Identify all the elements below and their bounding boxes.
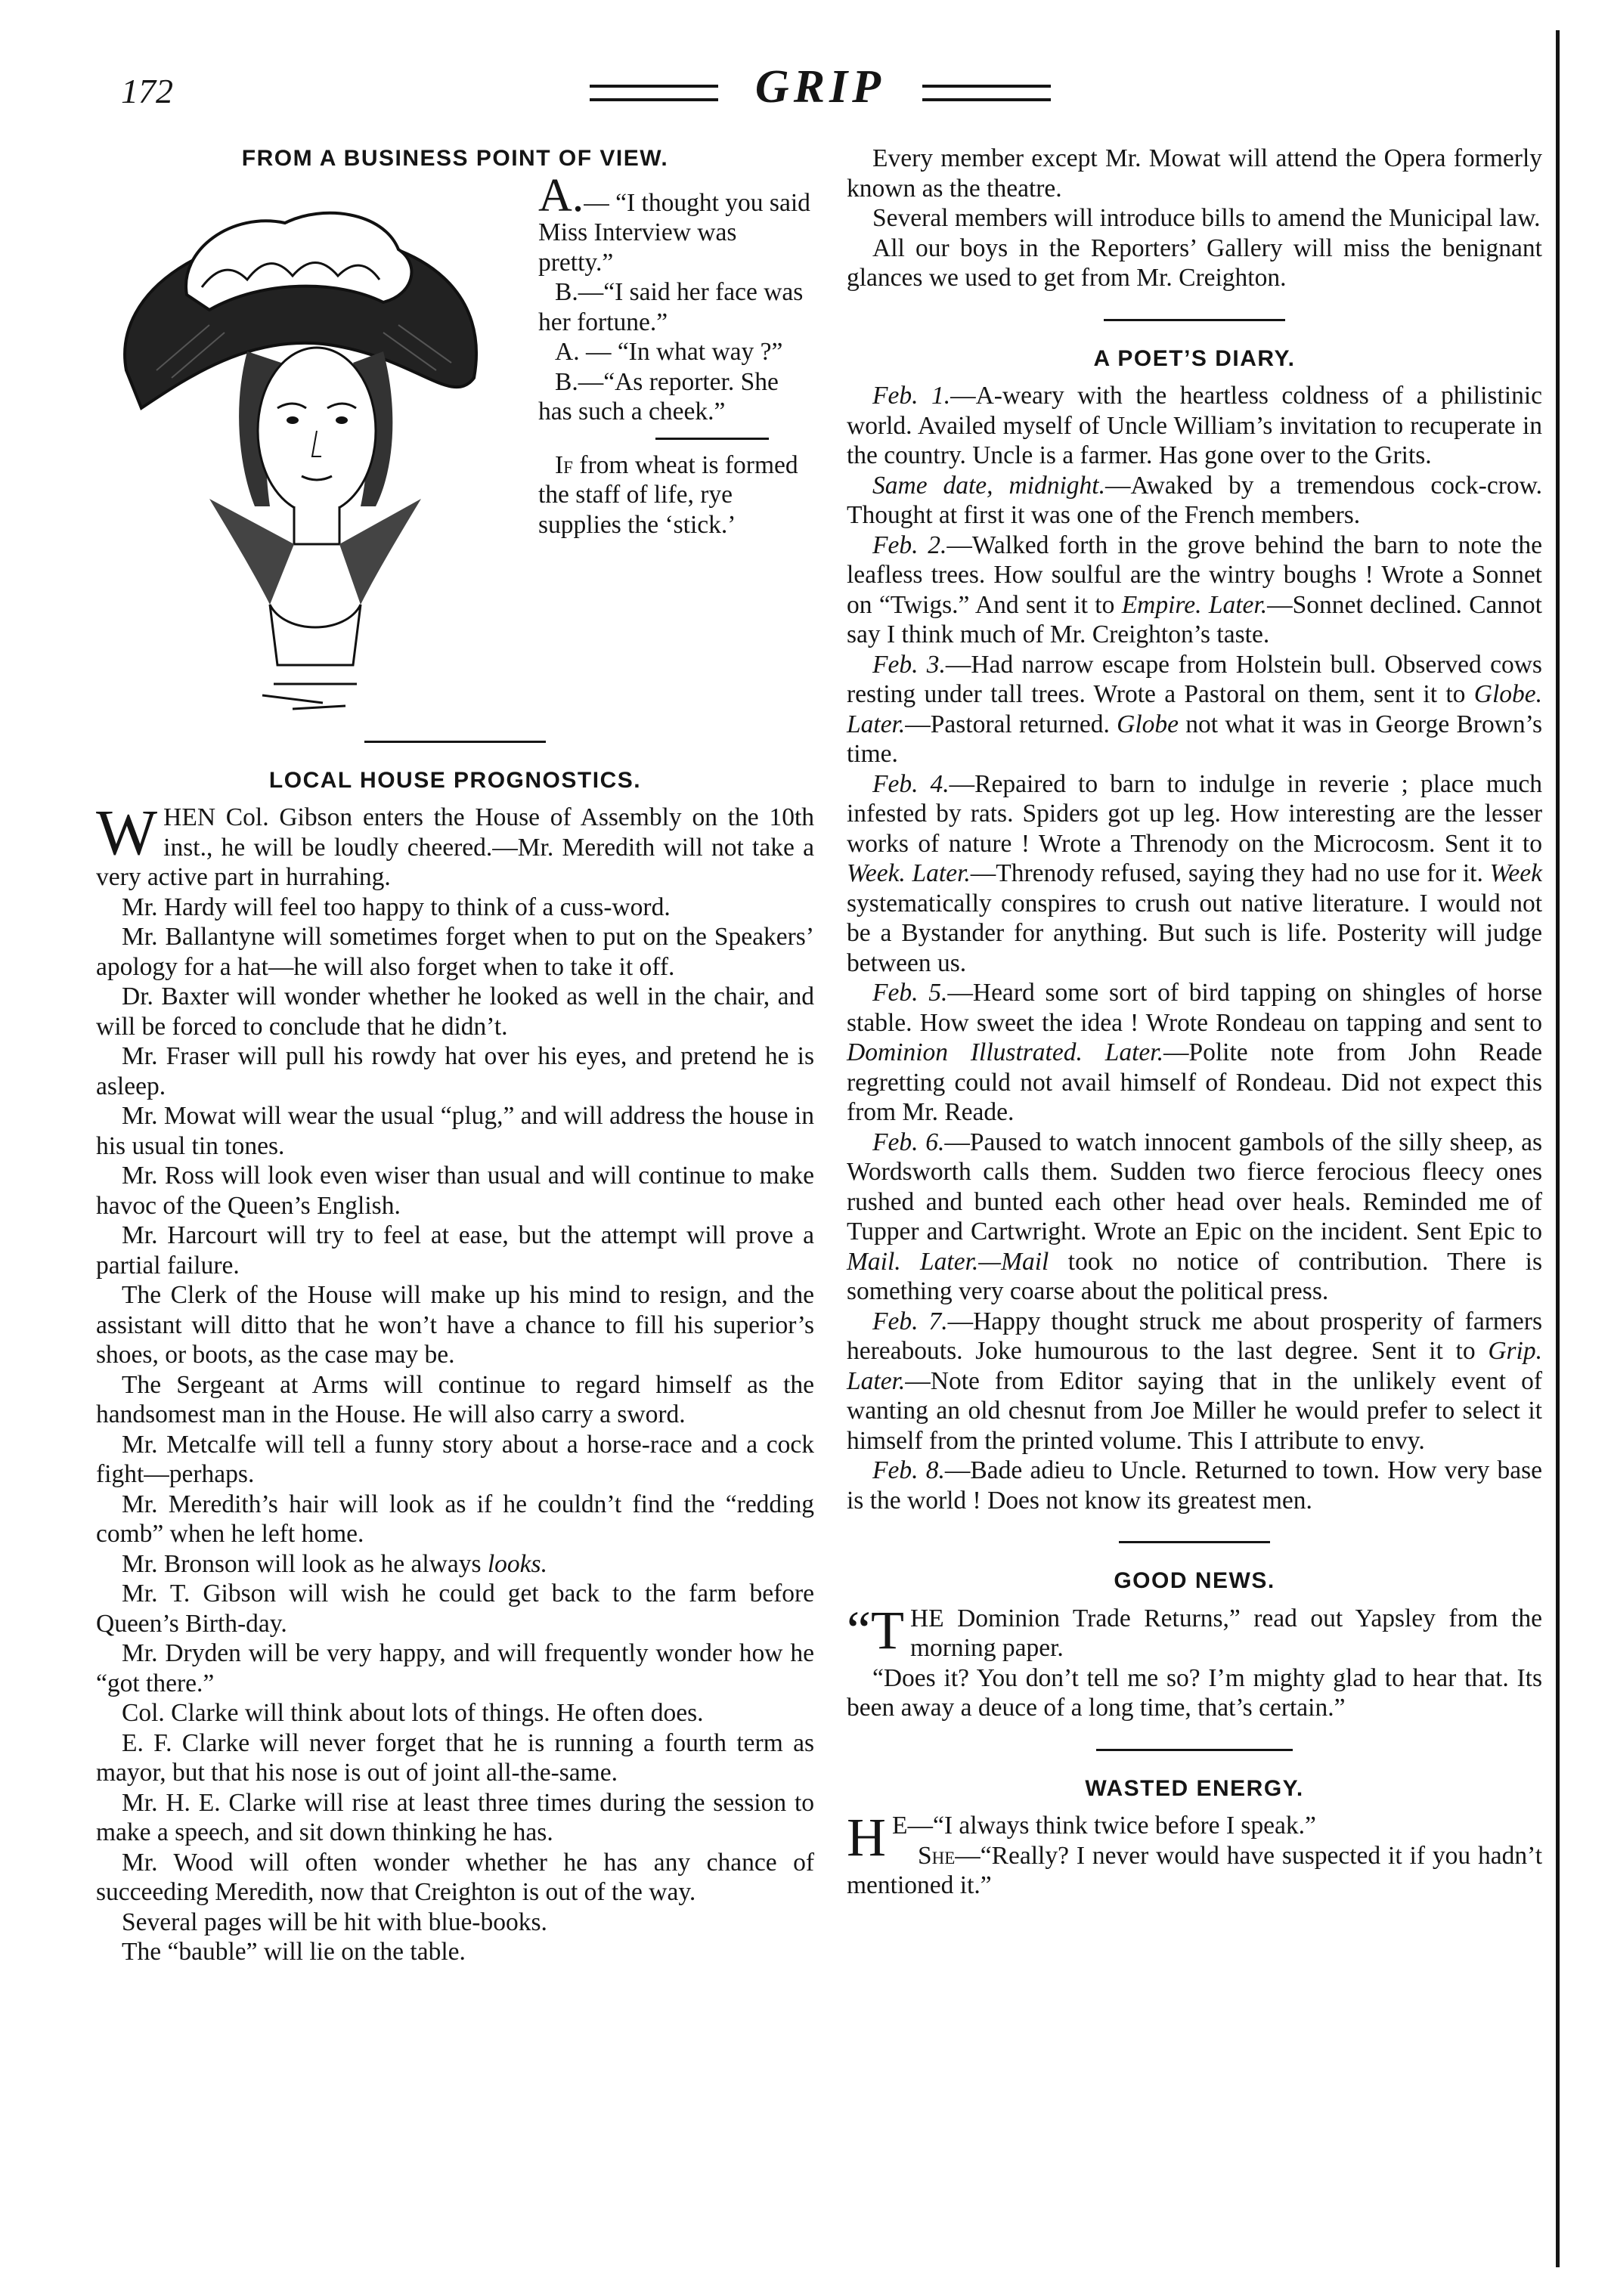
diary-text: —Pastoral returned. — [905, 710, 1117, 738]
woman-in-hat-illustration — [96, 181, 519, 710]
prognostic-item: The Clerk of the House will make up his mind to resign, and the assistant will ditto that he won’t have a chance to fill his superior’s shoes, or boots, as the case may be. — [96, 1281, 814, 1369]
page-number: 172 — [121, 72, 173, 110]
prognostic-item: The Sergeant at Arms will continue to regard himself as the handsomest man in the House. He will also carry a sword. — [96, 1370, 814, 1428]
dialog-a-initial: A. — [538, 169, 584, 221]
drop-cap-w: W — [96, 796, 158, 868]
masthead-rule-right — [922, 85, 1051, 101]
diary-date: Same date, midnight. — [872, 471, 1105, 500]
separator — [1096, 1749, 1293, 1751]
diary-entry — [847, 1456, 1542, 1515]
diary-entry — [847, 769, 1542, 979]
diary-entry — [847, 978, 1542, 1128]
diary-date: Feb. 7. — [872, 1307, 948, 1335]
diary-italic: Globe. Later. — [847, 680, 1542, 738]
opera-paragraph: Several members will introduce bills to amend the Municipal law. — [872, 204, 1541, 232]
drop-cap-h: H — [847, 1807, 886, 1867]
masthead-title: GRIP — [754, 61, 886, 113]
separator — [1104, 319, 1285, 321]
diary-date: Feb. 4. — [872, 769, 950, 798]
prognostic-item: Mr. T. Gibson will wish he could get back to the farm before Queen’s Birth-day. — [96, 1580, 814, 1638]
prognostic-item: Mr. Dryden will be very happy, and will frequently wonder how he “got there.” — [96, 1639, 814, 1697]
opera-paragraph: All our boys in the Reporters’ Gallery will miss the benignant glances we used to get from Mr. Creighton. — [847, 234, 1542, 292]
diary-date: Feb. 3. — [872, 650, 946, 679]
dialog-b-line2: B.—“As reporter. She has such a cheek.” — [538, 367, 779, 425]
diary-text: —Happy thought struck me about prosperity of farmers hereabouts. Joke humourous to the last degree. Sent it to — [847, 1307, 1542, 1365]
prognostic-item: The “bauble” will lie on the table. — [122, 1938, 466, 1966]
prognostic-item: Mr. Fraser will pull his rowdy hat over his eyes, and pretend he is asleep. — [96, 1042, 814, 1100]
wheat-joke-first: If — [555, 450, 573, 479]
diary-entry — [847, 650, 1542, 769]
diary-text: systematically conspires to crush out native literature. I would not be a Bystander for anything. But such is life. Posterity will judge between us. — [847, 889, 1542, 977]
diary-date: Feb. 5. — [872, 979, 948, 1007]
business-heading: FROM A BUSINESS POINT OF VIEW. — [241, 146, 669, 171]
prognostic-item: Several pages will be hit with blue-books. — [122, 1908, 547, 1936]
business-section — [96, 169, 814, 710]
prognostics-heading: LOCAL HOUSE PROGNOSTICS. — [268, 767, 642, 793]
diary-text: took no notice of contribution. There is something very coarse about the political press. — [847, 1247, 1542, 1305]
separator — [1119, 1541, 1270, 1543]
diary-text: —Walked forth in the grove behind the barn to note the leafless trees. How soulful are the wintry boughs ! Wrote a Sonnet on “Twigs.” And sent it to — [847, 531, 1542, 619]
prognostic-item: Col. Clarke will think about lots of things. He often does. — [122, 1699, 704, 1727]
diary-text: —Threnody refused, saying they had no use for it. — [970, 859, 1490, 887]
dialog-a-line1: — “I thought you said Miss Interview was pretty.” — [538, 188, 810, 277]
diary-text: —Repaired to barn to indulge in reverie ; place much infested by rats. Spiders got up leg. How interesting are the lesser works of nature ! Wrote a Threnody on the Microcosm. Sent it to — [847, 769, 1543, 858]
diary-heading: A POET’S DIARY. — [1093, 345, 1296, 371]
business-dialog — [538, 169, 814, 540]
prognostic-item: Mr. Ross will look even wiser than usual and will continue to make havoc of the Queen’s English. — [96, 1162, 814, 1220]
good-news-heading: GOOD NEWS. — [1114, 1568, 1275, 1593]
diary-entry — [847, 381, 1542, 471]
wheat-joke-text: from wheat is formed the staff of life, rye supplies the ‘stick.’ — [538, 450, 798, 539]
diary-date: Feb. 6. — [872, 1128, 945, 1156]
prognostic-item: Mr. Mowat will wear the usual “plug,” and will address the house in his usual tin tones. — [96, 1102, 814, 1160]
prognostic-item: Mr. Ballantyne will sometimes forget when to put on the Speakers’ apology for a hat—he will also forget when to take it off. — [96, 923, 814, 981]
diary-entry — [847, 471, 1542, 531]
prognostic-item: E. F. Clarke will never forget that he is running a fourth term as mayor, but that his nose is out of joint all-the-same. — [96, 1728, 814, 1787]
diary-italic: Dominion Illustrated. Later. — [847, 1038, 1163, 1066]
diary-entry — [847, 531, 1542, 650]
right-column — [847, 144, 1542, 1901]
masthead — [575, 60, 1066, 121]
diary-date: Feb. 8. — [872, 1456, 945, 1484]
left-column — [96, 144, 814, 1967]
diary-text: —A-weary with the heartless coldness of a philistinic world. Availed myself of Uncle William’s invitation to recuperate in the country. Uncle is a farmer. Has gone over to the Grits. — [847, 382, 1542, 469]
prognostic-item: Mr. Meredith’s hair will look as if he couldn’t find the “redding comb” when he left home. — [96, 1490, 814, 1548]
diary-text: —Note from Editor saying that in the unlikely event of wanting an old chesnut from Joe Miller he would prefer to select it himself from the printed volume. This I attribute to envy. — [847, 1366, 1542, 1455]
diary-text: —Paused to watch innocent gambols of the silly sheep, as Wordsworth calls them. Sudden two fierce ferocious fleecy ones rushed and bunted each other head over heals. Reminded me of Tupper and Cartwright. Wrote an Epic on the incident. Sent Epic to — [847, 1128, 1542, 1245]
prognostic-item — [96, 1549, 814, 1580]
diary-text: —Had narrow escape from Holstein bull. Observed cows resting under tall trees. Wrote a Pastoral on them, sent it to — [847, 650, 1542, 708]
good-news-line1: HE Dominion Trade Returns,” read out Yapsley from the morning paper. — [909, 1604, 1542, 1662]
diary-text: —Sonnet declined. Cannot say I think much of Mr. Creighton’s taste. — [847, 590, 1542, 648]
diary-italic: Week. Later. — [847, 859, 971, 887]
diary-italic: Grip. Later. — [847, 1337, 1542, 1395]
prognostic-item: Mr. Metcalfe will tell a funny story about a horse-race and a cock fight—perhaps. — [96, 1430, 814, 1488]
page-edge-rule — [1556, 30, 1560, 2267]
wasted-heading: WASTED ENERGY. — [1085, 1775, 1304, 1801]
diary-text: not what it was in George Brown’s time. — [847, 710, 1542, 768]
diary-italic: Mail. Later.—Mail — [847, 1247, 1049, 1276]
opera-paragraph: Every member except Mr. Mowat will attend the Opera formerly known as the theatre. — [847, 144, 1542, 203]
dialog-b-line1: B.—“I said her face was her fortune.” — [538, 278, 804, 336]
good-news-line2: “Does it? You don’t tell me so? I’m mighty glad to hear that. Its been away a deuce of a long time, that’s certain.” — [847, 1663, 1542, 1722]
wasted-speaker: She — [918, 1841, 956, 1870]
separator — [364, 741, 546, 743]
diary-entry — [847, 1307, 1542, 1456]
diary-date: Feb. 2. — [872, 531, 947, 559]
drop-cap-t: “T — [847, 1599, 904, 1660]
separator — [655, 438, 769, 440]
prognostic-item: Mr. Hardy will feel too happy to think of a cuss-word. — [122, 893, 671, 921]
prognostic-item: Mr. Harcourt will try to feel at ease, but the attempt will prove a partial failure. — [96, 1221, 814, 1280]
prognostic-item: Mr. Wood will often wonder whether he has any chance of succeeding Meredith, now that Creighton is out of the way. — [96, 1848, 814, 1906]
diary-text: —Awaked by a tremendous cock-crow. Thought at first it was one of the French members. — [847, 471, 1542, 529]
prognostic-italic: looks. — [487, 1549, 547, 1578]
dialog-a-line2: A. — “In what way ?” — [555, 338, 783, 366]
diary-italic: Empire. Later. — [1121, 590, 1268, 619]
prognostic-item: Dr. Baxter will wonder whether he looked as well in the chair, and will be forced to conclude that he didn’t. — [96, 982, 814, 1041]
diary-italic: Globe — [1117, 710, 1179, 738]
diary-text: —Polite note from John Reade regretting could not avail himself of Rondeau. Did not expect this from Mr. Reade. — [847, 1038, 1542, 1126]
prognostics-intro: HEN Col. Gibson enters the House of Assembly on the 10th inst., he will be loudly cheered.—Mr. Meredith will not take a very active part in hurrahing. — [96, 803, 814, 891]
wasted-line2: —“Really? I never would have suspected it if you hadn’t mentioned it.” — [847, 1841, 1542, 1899]
diary-date: Feb. 1. — [872, 382, 951, 410]
prognostic-item: Mr. H. E. Clarke will rise at least three times during the session to make a speech, and sit down thinking he has. — [96, 1788, 814, 1846]
diary-text: —Heard some sort of bird tapping on shingles of horse stable. How sweet the idea ! Wrote Rondeau on tapping and sent to — [847, 979, 1542, 1037]
wasted-line1: E—“I always think twice before I speak.” — [892, 1812, 1316, 1840]
prognostic-text: Mr. Bronson will look as he always — [122, 1549, 488, 1578]
diary-text: —Bade adieu to Uncle. Returned to town. How very base is the world ! Does not know its greatest men. — [847, 1456, 1542, 1515]
diary-italic: Week — [1489, 859, 1542, 887]
diary-entry — [847, 1128, 1542, 1307]
